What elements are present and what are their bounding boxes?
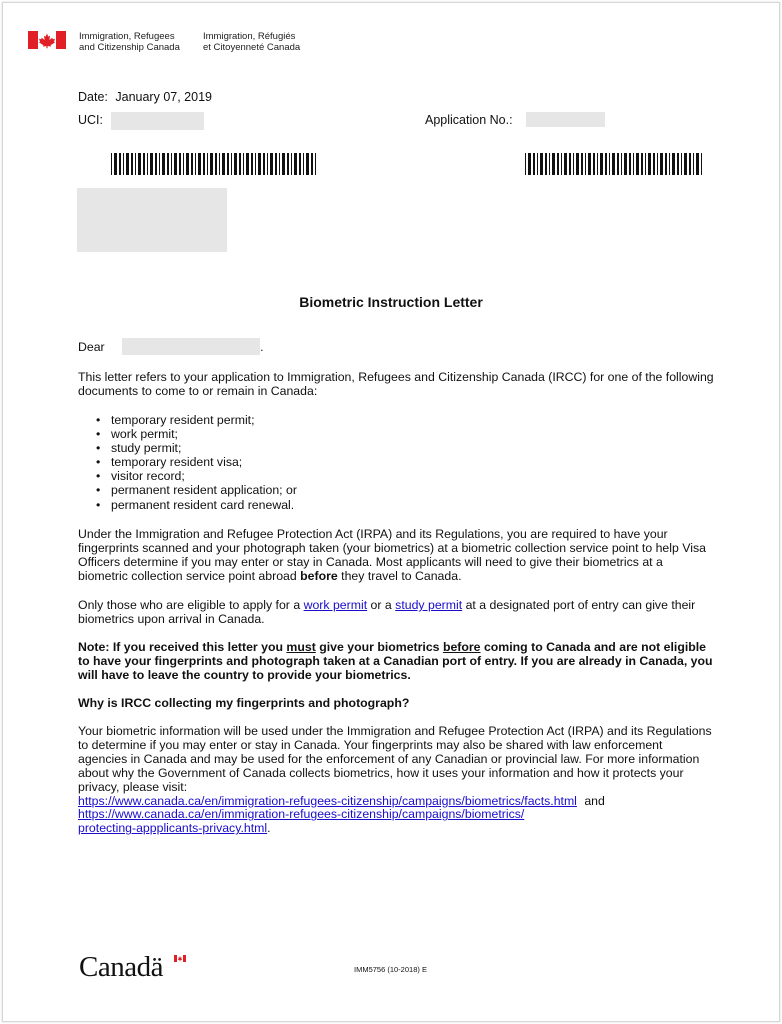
why-paragraph [78,725,714,836]
irpa-end: they travel to Canada. [341,568,462,583]
irpa-paragraph [78,528,714,584]
canada-wordmark: Canadä [79,951,163,983]
department-name-fr [203,31,300,53]
eligibility-pre: Only those who are eligible to apply for a [78,598,301,612]
intro-paragraph: This letter refers to your application to Immigration, Refugees and Citizenship Canada (IRCC) for one of the following documents to come to or remain in Canada: [78,370,714,398]
document-type-list [96,413,496,512]
privacy-link-line-2: protecting-appplicants-privacy.html [78,821,268,836]
irpa-before: before [300,568,338,583]
department-en-line-1: Immigration, Refugees [79,31,175,42]
study-permit-link[interactable]: study permit [395,598,463,612]
why-heading: Why is IRCC collecting my fingerprints and photograph? [78,696,410,710]
salutation [78,338,714,355]
list-item: • permanent resident application; or [96,483,496,497]
note-a: Note: If you received this letter you [78,640,283,654]
address-redaction [77,188,227,252]
privacy-link-line-1: https://www.canada.ca/en/immigration-refugees-citizenship/campaigns/biometrics/ [78,807,525,822]
why-end: . [267,821,271,836]
application-number-redaction [526,112,605,127]
biometrics-facts-link[interactable]: https://www.canada.ca/en/immigration-refugees-citizenship/campaigns/biometrics/facts.html [78,793,577,808]
form-number: IMM5756 (10-2018) E [354,965,427,974]
eligibility-post: at a designated port of entry can give their biometrics upon arrival in Canada. [78,598,696,626]
application-number-label: Application No.: [425,113,513,127]
why-and: and [584,793,605,808]
recipient-name-redaction [122,338,260,355]
list-item: • visitor record; [96,469,496,483]
letter-title: Biometric Instruction Letter [299,294,483,310]
date-row [78,90,212,104]
canada-flag-icon [28,31,66,49]
work-permit-link[interactable]: work permit [303,598,368,612]
barcode-right [525,153,702,175]
privacy-link[interactable] [78,807,524,835]
eligibility-mid: or a [370,598,392,612]
eligibility-paragraph [78,599,714,627]
list-item: • permanent resident card renewal. [96,498,496,512]
salutation-text: Dear [78,340,105,354]
list-item: • temporary resident permit; [96,413,496,427]
list-item: • study permit; [96,441,496,455]
department-fr-line-1: Immigration, Réfugiés [203,31,296,42]
note-c: coming to Canada and are not eligible to have your fingerprints and photograph taken at a Canadian port of entry. If you are already in Canada, you will have to leave the country to provide your biometrics. [78,640,713,682]
note-paragraph [78,641,714,683]
wordmark-flag-icon [174,955,186,962]
note-b: give your biometrics [319,640,440,654]
department-fr-line-2: et Citoyenneté Canada [203,42,301,53]
uci-redaction [111,112,204,130]
list-item: • work permit; [96,427,496,441]
irpa-text: Under the Immigration and Refugee Protection Act (IRPA) and its Regulations, you are required to have your fingerprints scanned and your photograph taken (your biometrics) at a biometric collection service point to help Visa Officers determine if you may enter or stay in Canada. Most applicants will need to give their biometrics at a biometric collection service point abroad [78,527,706,583]
list-item: • temporary resident visa; [96,455,496,469]
date-label: Date: [78,90,108,104]
note-before: before [442,640,481,654]
note-must: must [286,640,316,654]
uci-label: UCI: [78,113,103,127]
salutation-end: . [260,340,264,354]
department-en-line-2: and Citizenship Canada [79,42,180,53]
date-value: January 07, 2019 [115,90,212,104]
department-name-en [79,31,180,53]
why-text: Your biometric information will be used under the Immigration and Refugee Protection Act (IRPA) and its Regulations to determine if you may enter or stay in Canada. Your fingerprints may also be shared with law enforcement agencies in Canada and may be used for the enforcement of any Canadian or provincial law. For more information about why the Government of Canada collects biometrics, how it uses your information and how it protects your privacy, please visit: [78,724,712,794]
barcode-left [111,153,318,175]
